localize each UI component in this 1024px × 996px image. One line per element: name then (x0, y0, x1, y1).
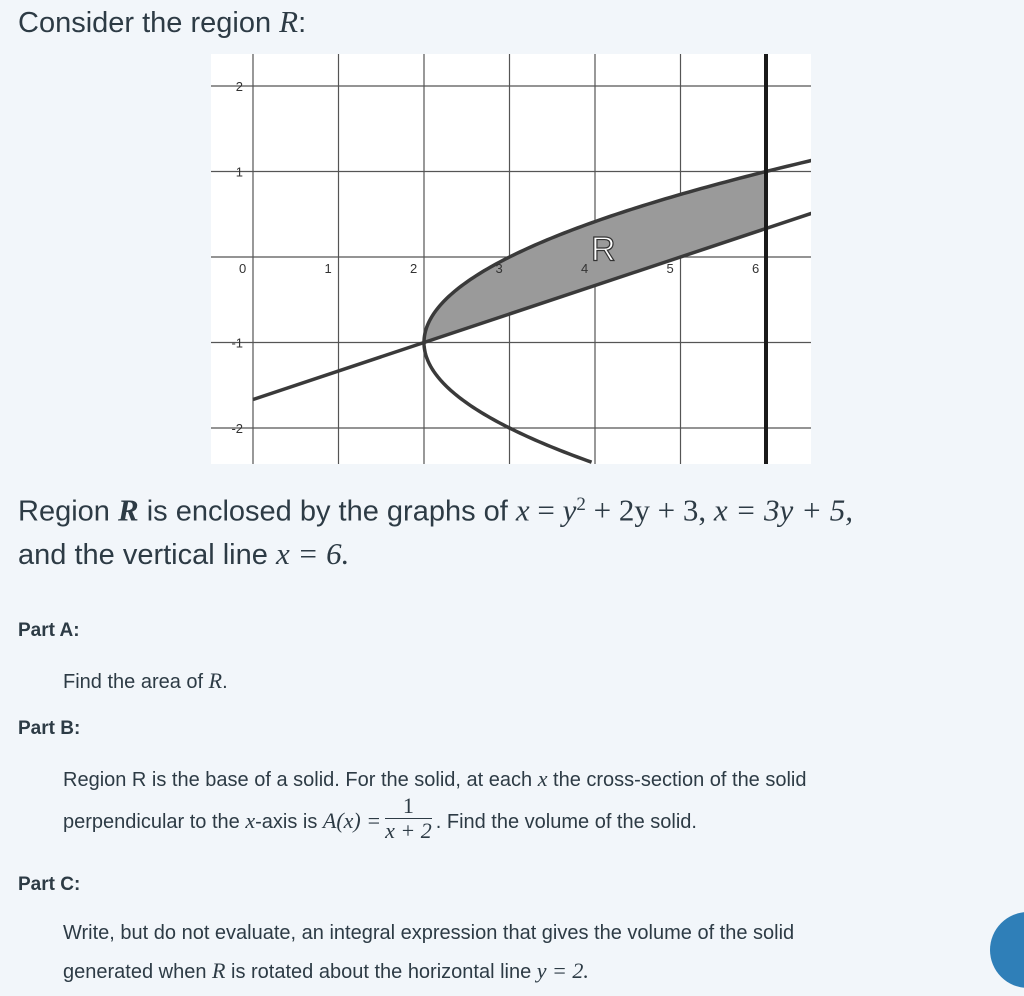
eq1-y: y (562, 492, 577, 528)
eq1-lhs: x (515, 492, 530, 528)
fraction-numerator: 1 (385, 794, 432, 819)
y-tick-label: -2 (231, 421, 243, 436)
help-button[interactable] (990, 912, 1024, 988)
eq2: x = 3y + 5, (713, 492, 853, 528)
part-b-l2x: x (245, 807, 256, 833)
eq1-mid: = (529, 492, 563, 528)
part-b-label: Part B: (18, 718, 81, 739)
x-tick-label: 3 (495, 261, 503, 276)
page-intro (18, 4, 306, 40)
eq1-sup: 2 (576, 494, 586, 515)
x-tick-label: 4 (581, 261, 589, 276)
part-a-region-var: R (208, 668, 223, 693)
part-b-l2b: -axis is (255, 810, 323, 833)
intro-end: : (298, 7, 307, 39)
desc-text-1: Region (18, 495, 118, 528)
eq3: x = 6. (275, 535, 350, 571)
part-a-label: Part A: (18, 620, 80, 641)
intro-var: R (279, 4, 299, 39)
region-label: R (591, 230, 616, 269)
desc-text-3: and the vertical line (18, 538, 276, 571)
fraction-denominator: x + 2 (385, 818, 432, 843)
eq1-rest: + 2y + 3, (585, 492, 714, 528)
part-b-x: x (537, 766, 548, 791)
y-tick-label: 2 (235, 79, 243, 94)
part-b-l1a: Region R is the base of a solid. For the solid, at each (63, 769, 538, 791)
x-tick-label: 1 (324, 261, 332, 276)
x-tick-label: 0 (239, 261, 247, 276)
desc-region-var: R (117, 492, 139, 528)
desc-text-2: is enclosed by the graphs of (138, 495, 516, 528)
x-tick-label: 5 (666, 261, 674, 276)
y-tick-label: -1 (231, 335, 243, 351)
part-b-l2a: perpendicular to the (63, 810, 246, 833)
region-graph-svg (211, 54, 811, 464)
part-b-line-1 (63, 766, 963, 792)
region-graph (211, 54, 811, 464)
part-c-l2b: is rotated about the horizontal line (225, 961, 537, 983)
x-tick-label: 6 (752, 261, 760, 276)
part-b-l2c: . Find the volume of the solid. (435, 810, 697, 833)
intro-text: Consider the region (18, 7, 280, 39)
part-c-label: Part C: (18, 874, 81, 895)
part-c-line-1: Write, but do not evaluate, an integral expression that gives the volume of the solid (63, 922, 795, 944)
part-c-region-var: R (212, 958, 226, 983)
part-a-t1: Find the area of (63, 671, 209, 693)
part-a-end: . (222, 671, 228, 693)
part-b-line-2 (63, 793, 963, 847)
part-b-func: A(x) = (322, 807, 382, 833)
line-curve (253, 211, 811, 399)
part-b-fraction (385, 794, 432, 843)
x-tick-label: 2 (410, 261, 418, 276)
y-tick-label: 1 (235, 164, 243, 180)
part-c-line-2 (63, 958, 963, 984)
part-c-l2a: generated when (63, 961, 213, 983)
part-c-eq: y = 2. (536, 958, 589, 983)
region-description (18, 484, 1018, 576)
part-a-text (63, 668, 963, 694)
part-b-l1b: the cross-section of the solid (547, 769, 807, 791)
